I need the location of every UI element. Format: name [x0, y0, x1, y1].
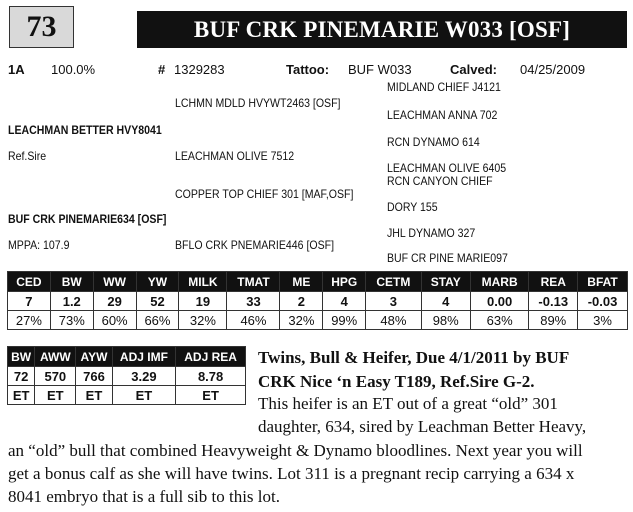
epd-value: 0.00: [470, 292, 529, 311]
performance-value: 3.29: [112, 367, 176, 386]
epd-accuracy: 27%: [8, 311, 51, 330]
epd-accuracy: 60%: [93, 311, 136, 330]
epd-value: 3: [366, 292, 421, 311]
epd-header: CETM: [366, 272, 421, 292]
epd-values-row: [8, 292, 628, 311]
epd-header: CED: [8, 272, 51, 292]
performance-value: 72: [8, 367, 35, 386]
epd-accuracy: 48%: [366, 311, 421, 330]
epd-accuracy: 3%: [578, 311, 628, 330]
epd-value: 19: [179, 292, 227, 311]
epd-accuracy: 98%: [421, 311, 470, 330]
epd-header: MILK: [179, 272, 227, 292]
epd-accuracy: 99%: [323, 311, 366, 330]
epd-accuracy: 66%: [136, 311, 179, 330]
epd-value: 33: [227, 292, 280, 311]
performance-table: [7, 346, 246, 405]
epd-accuracy: 46%: [227, 311, 280, 330]
performance-value: 570: [35, 367, 76, 386]
info-row: [8, 62, 628, 78]
narrative-line-4: daughter, 634, sired by Leachman Better Heavy,: [258, 417, 587, 436]
narrative-line-7: 8041 embryo that is a full sib to this lot.: [8, 487, 280, 506]
info-percent: 100.0%: [51, 62, 96, 77]
epd-value: 4: [421, 292, 470, 311]
epd-header: WW: [93, 272, 136, 292]
performance-note: ET: [112, 386, 176, 405]
info-calved: 04/25/2009: [520, 62, 586, 77]
performance-header: BW: [8, 347, 35, 367]
epd-table: [7, 271, 628, 330]
pedigree-ddd: BUF CR PINE MARIE097: [387, 251, 508, 265]
epd-value: 7: [8, 292, 51, 311]
pedigree-dsd: DORY 155: [387, 200, 438, 214]
pedigree-sire-sire: LCHMN MDLD HVYWT2463 [OSF]: [175, 96, 341, 110]
pedigree-dss: RCN CANYON CHIEF: [387, 174, 493, 188]
epd-value: 2: [280, 292, 323, 311]
epd-accuracy-row: [8, 311, 628, 330]
performance-note: ET: [8, 386, 35, 405]
epd-header: ME: [280, 272, 323, 292]
performance-header: AYW: [76, 347, 112, 367]
epd-header-row: [8, 272, 628, 292]
epd-accuracy: 73%: [50, 311, 93, 330]
pedigree-sdd: LEACHMAN OLIVE 6405: [387, 161, 507, 175]
performance-header-row: [8, 347, 246, 367]
epd-value: 4: [323, 292, 366, 311]
pedigree-ssd: LEACHMAN ANNA 702: [387, 108, 498, 122]
info-code: 1A: [8, 62, 25, 77]
epd-accuracy: 32%: [280, 311, 323, 330]
lot-number: 73: [9, 6, 74, 48]
epd-accuracy: 32%: [179, 311, 227, 330]
epd-header: BW: [50, 272, 93, 292]
epd-accuracy: 89%: [529, 311, 578, 330]
epd-value: 29: [93, 292, 136, 311]
epd-value: 52: [136, 292, 179, 311]
animal-name: BUF CRK PINEMARIE W033 [OSF]: [137, 11, 627, 48]
narrative-line-3: This heifer is an ET out of a great “old” 301: [258, 394, 558, 413]
epd-value: 1.2: [50, 292, 93, 311]
info-tattoo: BUF W033: [348, 62, 412, 77]
performance-notes-row: [8, 386, 246, 405]
pedigree-sds: RCN DYNAMO 614: [387, 135, 480, 149]
pedigree-dds: JHL DYNAMO 327: [387, 226, 476, 240]
epd-accuracy: 63%: [470, 311, 529, 330]
narrative-title-line-1: Twins, Bull & Heifer, Due 4/1/2011 by BUF: [258, 348, 570, 367]
info-reg-number: 1329283: [174, 62, 225, 77]
performance-header: ADJ REA: [176, 347, 246, 367]
epd-header: TMAT: [227, 272, 280, 292]
performance-value: 766: [76, 367, 112, 386]
pedigree-sire: LEACHMAN BETTER HVY8041: [8, 123, 162, 137]
pedigree-dam-note: MPPA: 107.9: [8, 238, 70, 252]
performance-header: AWW: [35, 347, 76, 367]
epd-value: -0.13: [529, 292, 578, 311]
performance-header: ADJ IMF: [112, 347, 176, 367]
pedigree-dam: BUF CRK PINEMARIE634 [OSF]: [8, 212, 167, 226]
performance-values-row: [8, 367, 246, 386]
pedigree-sss: MIDLAND CHIEF J4121: [387, 80, 501, 94]
performance-value: 8.78: [176, 367, 246, 386]
info-reg-label: #: [158, 62, 166, 77]
epd-header: YW: [136, 272, 179, 292]
narrative-title-line-2: CRK Nice ‘n Easy T189, Ref.Sire G-2.: [258, 372, 535, 391]
pedigree-sire-dam: LEACHMAN OLIVE 7512: [175, 149, 295, 163]
epd-header: REA: [529, 272, 578, 292]
performance-note: ET: [176, 386, 246, 405]
epd-header: STAY: [421, 272, 470, 292]
narrative-line-5: an “old” bull that combined Heavyweight & Dynamo bloodlines. Next year you will: [8, 441, 583, 460]
epd-header: MARB: [470, 272, 529, 292]
performance-note: ET: [76, 386, 112, 405]
narrative-line-6: get a bonus calf as she will have twins. Lot 311 is a pregnant recip carrying a 634 x: [8, 464, 575, 483]
pedigree-dam-dam: BFLO CRK PNEMARIE446 [OSF]: [175, 238, 335, 252]
epd-header: BFAT: [578, 272, 628, 292]
info-calved-label: Calved:: [450, 62, 497, 77]
pedigree-dam-sire: COPPER TOP CHIEF 301 [MAF,OSF]: [175, 187, 354, 201]
pedigree-sire-note: Ref.Sire: [8, 149, 47, 163]
info-tattoo-label: Tattoo:: [286, 62, 330, 77]
epd-header: HPG: [323, 272, 366, 292]
performance-note: ET: [35, 386, 76, 405]
epd-value: -0.03: [578, 292, 628, 311]
